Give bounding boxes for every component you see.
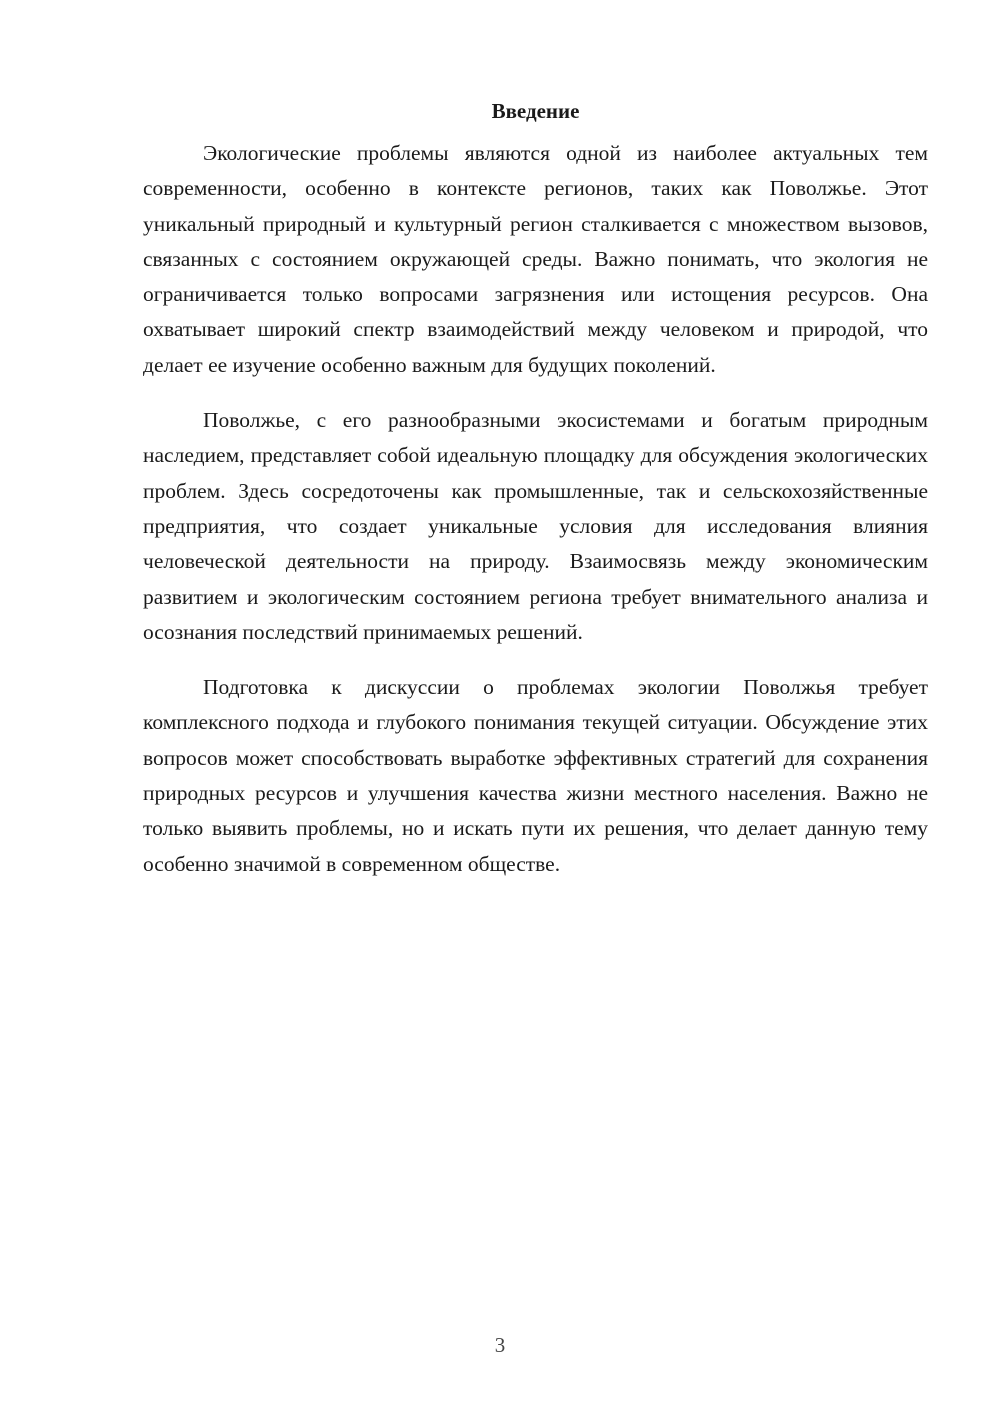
paragraph-1: Экологические проблемы являются одной из наиболее актуальных тем современности, особенно в контексте регионов, таких как Поволжье. Этот уникальный природный и культурный регион сталкивается с множеством вызовов, связанных с состоянием окружающей среды. Важно понимать, что экология не ограничивается только вопросами загрязнения или истощения ресурсов. Она охватывает широкий спектр взаимодействий между человеком и природой, что делает ее изучение особенно важным для будущих поколений. (143, 141, 928, 377)
page-number: 3 (494, 1333, 506, 1357)
paragraph-3: Подготовка к дискуссии о проблемах экологии Поволжья требует комплексного подхода и глубокого понимания текущей ситуации. Обсуждение этих вопросов может способствовать выработке эффективных стратегий для сохранения природных ресурсов и улучшения качества жизни местного населения. Важно не только выявить проблемы, но и искать пути их решения, что делает данную тему особенно значимой в современном обществе. (143, 675, 928, 876)
section-heading: Введение (491, 99, 580, 123)
paragraph-2: Поволжье, с его разнообразными экосистемами и богатым природным наследием, представляет собой идеальную площадку для обсуждения экологических проблем. Здесь сосредоточены как промышленные, так и сельскохозяйственные предприятия, что создает уникальные условия для исследования влияния человеческой деятельности на природу. Взаимосвязь между экономическим развитием и экологическим состоянием региона требует внимательного анализа и осознания последствий принимаемых решений. (143, 408, 928, 644)
page-content (143, 96, 928, 902)
